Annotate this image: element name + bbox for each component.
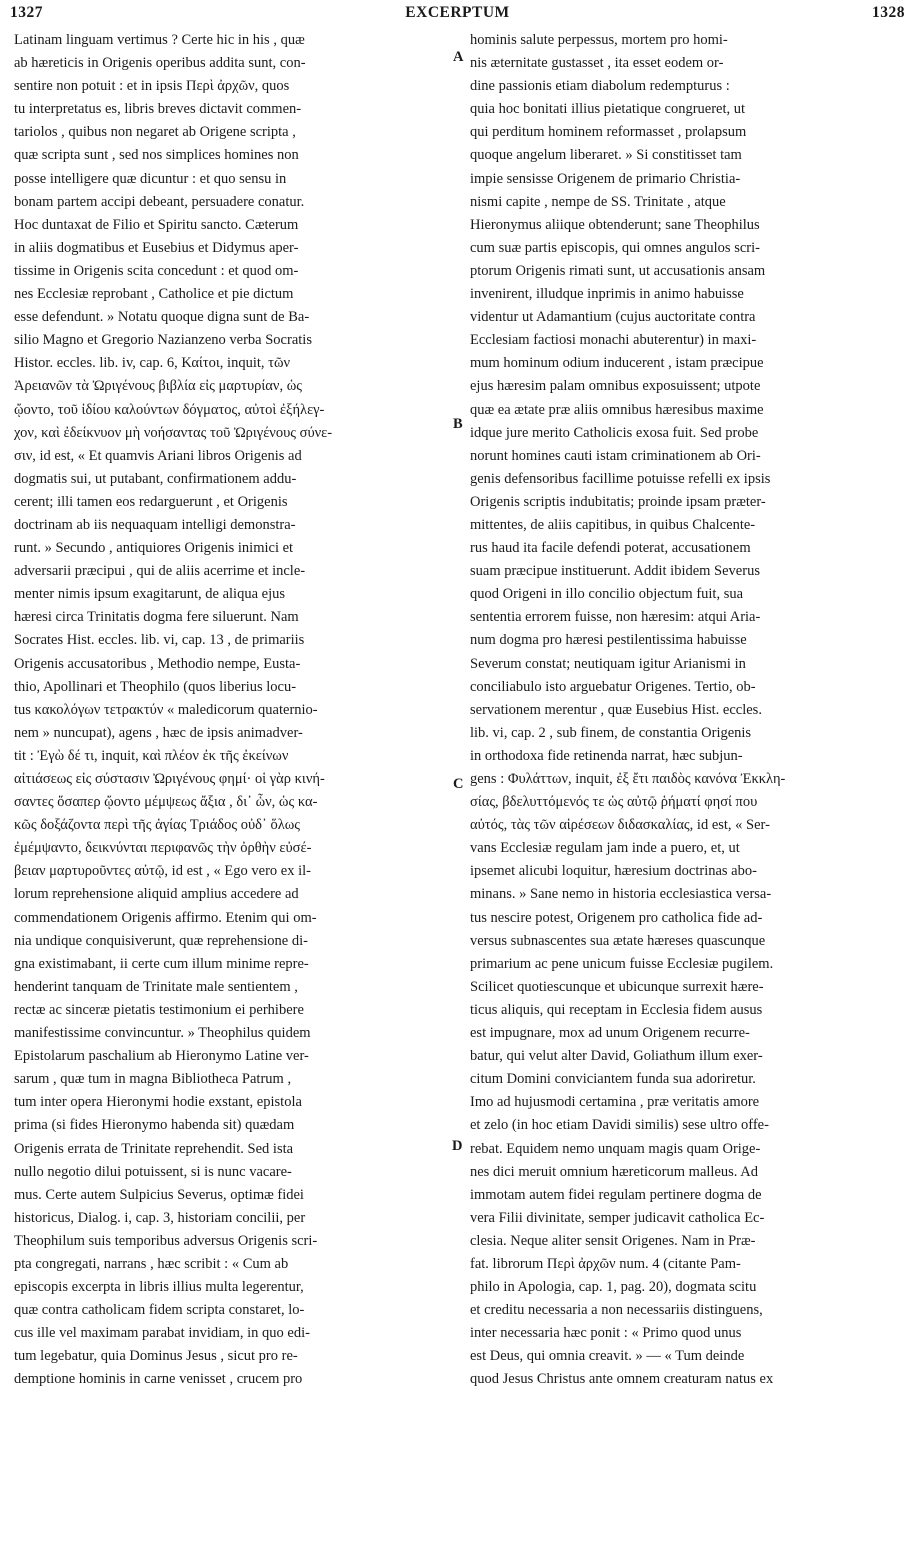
- text-line: ptorum Origenis rimati sunt, ut accusationis ansam: [470, 262, 766, 279]
- text-line: nullo negotio dilui potuissent, si is nunc vacare-: [14, 1163, 292, 1180]
- text-line: sentire non potuit : et in ipsis Περὶ ἀρχῶν, quos: [14, 78, 290, 95]
- text-line: nes dici meruit omnium hæreticorum malleus. Ad: [470, 1163, 758, 1180]
- text-line: quæ contra catholicam fidem scripta constaret, lo-: [14, 1302, 305, 1319]
- text-line: adversarii præcipui , qui de aliis acerrime et incle-: [14, 563, 306, 580]
- running-head: EXCERPTUM: [405, 4, 510, 21]
- text-line: ticus aliquis, qui receptam in Ecclesia fidem ausus: [470, 1001, 763, 1018]
- text-line: tus κακολόγων τετρακτύν « maledicorum quaternio-: [14, 701, 318, 718]
- text-line: tu interpretatus es, libris breves dictavit commen-: [14, 101, 302, 118]
- text-line: rebat. Equidem nemo unquam magis quam Orige-: [470, 1140, 761, 1157]
- text-line: αἰτιάσεως εἰς σύστασιν Ὠριγένους φημί· οἱ γὰρ κινή-: [14, 771, 325, 787]
- text-line: Origenis errata de Trinitate reprehendit. Sed ista: [14, 1140, 294, 1157]
- text-line: hominis salute perpessus, mortem pro homi-: [470, 32, 728, 48]
- text-line: quæ ea ætate præ aliis omnibus hæresibus maxime: [470, 401, 764, 418]
- text-line: dine passionis etiam diabolum redempturus :: [470, 78, 730, 95]
- text-line: Latinam linguam vertimus ? Certe hic in his , quæ: [14, 32, 305, 48]
- text-line: ᾤοντο, τοῦ ἰδίου καλούντων δόγματος, αὐτοὶ ἐξήλεγ-: [14, 401, 325, 418]
- text-line: gna existimabant, ii certe cum illum minime repre-: [14, 955, 309, 972]
- text-line: videntur ut Adamantium (cujus auctoritate contra: [470, 309, 756, 326]
- text-line: et creditu necessaria a non necessariis distinguens,: [470, 1302, 763, 1319]
- text-line: lorum reprehensione aliquid amplius accedere ad: [14, 886, 299, 903]
- text-line: sententia errorem fuisse, non hæresim: atqui Aria-: [470, 609, 761, 626]
- text-line: Hieronymus aliique obtenderunt; sane Theophilus: [470, 216, 760, 233]
- text-line: batur, qui velut alter David, Goliathum illum exer-: [470, 1048, 763, 1065]
- text-line: Imo ad hujusmodi certamina , præ veritatis amore: [470, 1094, 760, 1111]
- text-line: tum inter opera Hieronymi hodie exstant, epistola: [14, 1094, 302, 1111]
- text-line: posse intelligere quæ dicuntur : et quo sensu in: [14, 170, 287, 187]
- text-line: tit : Ἐγὼ δέ τι, inquit, καὶ πλέον ἐκ τῆς ἐκείνων: [14, 747, 289, 764]
- text-line: thio, Apollinari et Theophilo (quos liberius locu-: [14, 678, 297, 695]
- margin-marker-d: D: [452, 1138, 463, 1154]
- text-line: minans. » Sane nemo in historia ecclesiastica versa-: [470, 886, 772, 903]
- text-line: sarum , quæ tum in magna Bibliotheca Patrum ,: [14, 1071, 292, 1088]
- text-line: Scilicet quotiescunque et ubicunque surrexit hære-: [470, 978, 764, 995]
- text-line: doctrinam ab iis nequaquam intelligi demonstra-: [14, 516, 296, 533]
- margin-marker-b: B: [453, 416, 463, 432]
- text-line: pta congregati, narrans , hæc scribit : « Cum ab: [14, 1255, 289, 1272]
- column-number-right: 1328: [872, 4, 905, 21]
- text-line: tum legebatur, quia Dominus Jesus , sicut pro re-: [14, 1348, 298, 1365]
- text-line: nismi capite , nempe de SS. Trinitate , atque: [470, 193, 726, 210]
- text-line: runt. » Secundo , antiquiores Origenis inimici et: [14, 540, 294, 557]
- text-line: Socrates Hist. eccles. lib. vi, cap. 13 , de primariis: [14, 632, 305, 649]
- text-line: Origenis scriptis indubitatis; proinde ipsam præter-: [470, 493, 766, 510]
- text-line: mus. Certe autem Sulpicius Severus, optimæ fidei: [14, 1186, 304, 1203]
- text-line: hæresi circa Trinitatis dogma fere siluerunt. Nam: [14, 609, 299, 626]
- text-line: Ἀρειανῶν τὰ Ὠριγένους βιβλία εἰς μαρτυρίαν, ὡς: [14, 378, 302, 395]
- text-line: philo in Apologia, cap. 1, pag. 20), dogmata scitu: [470, 1279, 757, 1296]
- text-line: suam præcipue instituerunt. Addit ibidem Severus: [470, 563, 760, 580]
- text-line: mum hominum odium inducerent , istam præcipue: [470, 355, 764, 372]
- text-line: mittentes, de aliis capitibus, in quibus Chalcente-: [470, 516, 756, 533]
- column-number-left: 1327: [10, 4, 43, 21]
- text-line: qui perditum hominem reformasset , prolapsum: [470, 124, 747, 141]
- text-line: est impugnare, mox ad unum Origenem recurre-: [470, 1025, 750, 1042]
- text-line: σιν, id est, « Et quamvis Ariani libros Origenis ad: [14, 447, 302, 464]
- text-line: impie sensisse Origenem de primario Christia-: [470, 170, 741, 187]
- text-line: σίας, βδελυττόμενός τε ὡς αὐτῷ ῥήματί φησί που: [470, 794, 758, 811]
- text-line: quod Jesus Christus ante omnem creaturam natus ex: [470, 1371, 774, 1388]
- text-line: quoque angelum liberaret. » Si constitisset tam: [470, 147, 742, 164]
- text-line: βειαν μαρτυροῦντες αὐτῷ, id est , « Ego vero ex il-: [14, 863, 311, 880]
- text-line: prima (si fides Hieronymo habenda sit) quædam: [14, 1117, 295, 1134]
- text-line: ejus hæresim palam omnibus exposuissent; utpote: [470, 378, 761, 395]
- text-line: menter nimis ipsum exagitarunt, de aliqua ejus: [14, 586, 286, 603]
- text-line: nia undique conquisiverunt, quæ reprehensione di-: [14, 932, 308, 949]
- text-line: ipsemet alicubi loquitur, hæresium doctrinas abo-: [470, 863, 757, 880]
- text-line: Theophilum suis temporibus adversus Origenis scri-: [14, 1232, 318, 1249]
- text-line: norunt homines cauti istam criminationem ab Ori-: [470, 447, 761, 464]
- text-line: quia hoc bonitati illius pietatique congrueret, ut: [470, 101, 746, 118]
- text-line: henderint tanquam de Trinitate male sentientem ,: [14, 978, 298, 995]
- text-line: κῶς δοξάζοντα περὶ τῆς ἁγίας Τριάδος οὐδ᾽ ὅλως: [14, 817, 301, 834]
- text-line: Severum constat; neutiquam igitur Arianismi in: [470, 655, 746, 672]
- text-line: dogmatis sui, ut putabant, confirmationem addu-: [14, 470, 297, 487]
- text-line: manifestissime convincuntur. » Theophilus quidem: [14, 1025, 311, 1042]
- text-line: in orthodoxa fide retinenda narrat, hæc subjun-: [470, 747, 743, 764]
- text-line: quod Origeni in illo concilio objectum fuit, sua: [470, 586, 744, 603]
- text-line: quæ scripta sunt , sed nos simplices homines non: [14, 147, 299, 164]
- margin-marker-a: A: [453, 49, 464, 65]
- margin-marker-c: C: [453, 776, 464, 792]
- text-line: et zelo (in hoc etiam Davidi similis) sese ultro offe-: [470, 1117, 769, 1134]
- text-line: nes Ecclesiæ reprobant , Catholice et pie dictum: [14, 286, 294, 303]
- text-line: episcopis excerpta in libris illius multa legerentur,: [14, 1279, 304, 1296]
- text-line: historicus, Dialog. i, cap. 3, historiam concilii, per: [14, 1209, 306, 1226]
- text-line: versus subnascentes sua ætate hæreses quascunque: [470, 932, 766, 949]
- text-line: clesia. Neque aliter sensit Origenes. Nam in Præ-: [470, 1232, 756, 1249]
- text-line: nem » nuncupat), agens , hæc de ipsis animadver-: [14, 724, 303, 741]
- text-line: tariolos , quibus non negaret ab Origene scripta ,: [14, 124, 296, 141]
- text-line: esse defendunt. » Notatu quoque digna sunt de Ba-: [14, 309, 310, 326]
- text-line: rectæ ac sinceræ pietatis testimonium ei perhibere: [14, 1001, 304, 1018]
- text-line: est Deus, qui omnia creavit. » — « Tum deinde: [470, 1348, 745, 1365]
- text-line: inter necessaria hæc ponit : « Primo quod unus: [470, 1325, 742, 1342]
- text-line: gens : Φυλάττων, inquit, ἐξ ἔτι παιδὸς κανόνα Ἐκκλη-: [470, 771, 786, 787]
- text-line: χον, καὶ ἐδείκνυον μὴ νοήσαντας τοῦ Ὠριγένους σύνε-: [14, 424, 333, 441]
- text-line: in aliis dogmatibus et Eusebius et Didymus aper-: [14, 239, 299, 256]
- text-line: citum Domini conviciantem funda sua adoriretur.: [470, 1071, 756, 1088]
- text-line: rus haud ita facile defendi poterat, accusationem: [470, 540, 751, 557]
- text-line: immotam autem fidei regulam pertinere dogma de: [470, 1186, 762, 1203]
- text-line: commendationem Origenis affirmo. Etenim qui om-: [14, 909, 317, 926]
- text-column-left: [14, 29, 449, 1392]
- text-line: genis defensoribus facillime potuisse refelli ex ipsis: [470, 470, 771, 487]
- text-line: αὐτός, τὰς τῶν αἱρέσεων διδασκαλίας, id est, « Ser-: [470, 817, 770, 834]
- text-column-right: [470, 29, 905, 1392]
- text-line: σαντες ὅσαπερ ᾤοντο μέμψεως ἄξια , δι᾽ ὧν, ὡς κα-: [14, 794, 318, 811]
- text-line: invenirent, illudque inprimis in animo habuisse: [470, 286, 744, 303]
- text-line: ab hæreticis in Origenis operibus addita sunt, con-: [14, 55, 306, 72]
- text-line: bonam partem accipi debeant, persuadere conatur.: [14, 193, 305, 210]
- text-line: servationem merentur , quæ Eusebius Hist. eccles.: [470, 701, 762, 718]
- text-line: Hoc duntaxat de Filio et Spiritu sancto. Cæterum: [14, 216, 299, 233]
- text-line: vans Ecclesiæ regulam jam inde a puero, et, ut: [470, 840, 740, 857]
- text-line: Histor. eccles. lib. iv, cap. 6, Καίτοι, inquit, τῶν: [14, 355, 291, 372]
- text-line: num dogma pro hæresi pestilentissima habuisse: [470, 632, 747, 649]
- text-line: cum suæ partis episcopis, qui omnes angulos scri-: [470, 239, 760, 256]
- text-line: cus ille vel maximam parabat invidiam, in quo edi-: [14, 1325, 310, 1342]
- text-line: idque jure merito Catholicis exosa fuit. Sed probe: [470, 424, 759, 441]
- text-line: demptione hominis in carne venisset , crucem pro: [14, 1371, 303, 1388]
- text-line: nis æternitate gustasset , ita esset eodem or-: [470, 55, 724, 72]
- text-line: conciliabulo isto arguebatur Origenes. Tertio, ob-: [470, 678, 756, 695]
- text-line: silio Magno et Gregorio Nazianzeno verba Socratis: [14, 332, 312, 349]
- text-line: fat. librorum Περὶ ἀρχῶν num. 4 (citante Pam-: [470, 1255, 741, 1272]
- text-line: Epistolarum paschalium ab Hieronymo Latine ver-: [14, 1048, 309, 1065]
- text-line: Ecclesiam factiosi monachi abuterentur) in maxi-: [470, 332, 757, 349]
- text-line: lib. vi, cap. 2 , sub finem, de constantia Origenis: [470, 724, 752, 741]
- text-line: cerent; illi tamen eos redarguerunt , et Origenis: [14, 493, 288, 510]
- text-line: vera Filii divinitate, semper judicavit catholica Ec-: [470, 1209, 765, 1226]
- text-line: tissime in Origenis scita concedunt : et quod om-: [14, 262, 299, 279]
- text-line: tus nescire potest, Origenem pro catholica fide ad-: [470, 909, 763, 926]
- text-line: Origenis accusatoribus , Methodio nempe, Eusta-: [14, 655, 301, 672]
- text-line: ἐμέμψαντο, δεικνύνται περιφανῶς τὴν ὀρθὴν εὐσέ-: [14, 840, 312, 857]
- text-line: primarium ac pene unicum fuisse Ecclesiæ pugilem.: [470, 955, 774, 972]
